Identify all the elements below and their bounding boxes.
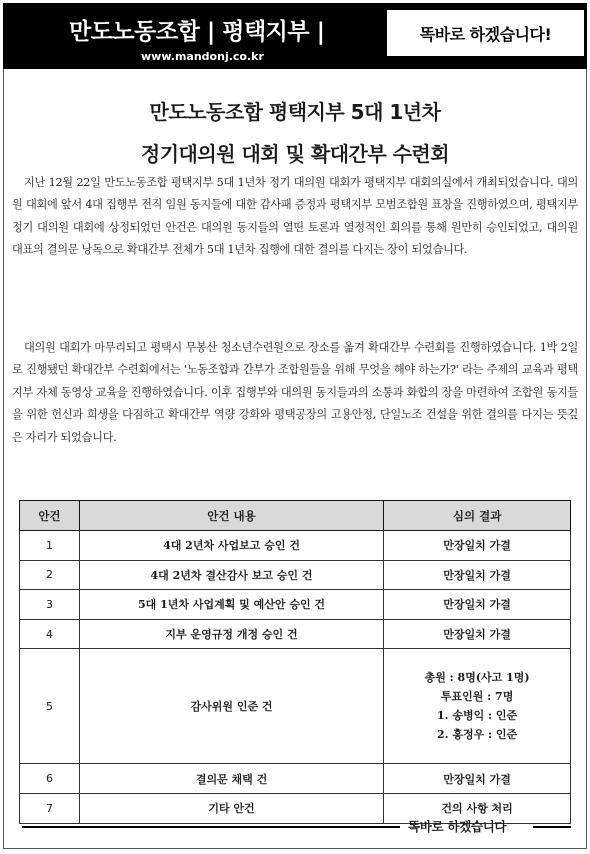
row-item: 기타 안건 xyxy=(79,793,383,823)
row-item: 4대 2년차 결산감사 보고 승인 건 xyxy=(79,560,383,590)
row-no: 5 xyxy=(20,649,80,764)
table-header-row xyxy=(20,501,571,531)
document-title-line2: 정기대의원 대회 및 확대간부 수련회 xyxy=(140,142,450,166)
result-line: 총원 : 8명(사고 1명) xyxy=(424,671,530,685)
row-no: 1 xyxy=(20,531,80,561)
table-row xyxy=(20,619,571,649)
header-item: 안건 내용 xyxy=(79,501,383,531)
row-result: 만장일치 가결 xyxy=(384,531,571,561)
row-result: 만장일치 가결 xyxy=(384,619,571,649)
header-bar xyxy=(3,3,587,69)
row-item: 4대 2년차 사업보고 승인 건 xyxy=(79,531,383,561)
table-row xyxy=(20,560,571,590)
row-result: 건의 사항 처리 xyxy=(384,793,571,823)
header-result: 심의 결과 xyxy=(384,501,571,531)
agenda-table xyxy=(19,500,571,824)
row-no: 7 xyxy=(20,793,80,823)
result-line: 투표인원 : 7명 xyxy=(440,690,514,704)
row-no: 6 xyxy=(20,764,80,794)
header-url[interactable]: www.mandonj.co.kr xyxy=(141,50,264,63)
result-line: 1. 송병익 : 인준 xyxy=(437,709,518,723)
header-title: 만도노동조합 | 평택지부 | xyxy=(69,19,325,45)
row-item: 5대 1년차 사업계획 및 예산안 승인 건 xyxy=(79,590,383,620)
row-result: 만장일치 가결 xyxy=(384,764,571,794)
footer-rule-left xyxy=(22,826,400,828)
footer-rule-right xyxy=(533,826,571,828)
row-item: 결의문 채택 건 xyxy=(79,764,383,794)
table-row xyxy=(20,764,571,794)
row-item: 지부 운영규정 개정 승인 건 xyxy=(79,619,383,649)
row-no: 2 xyxy=(20,560,80,590)
paragraph-2: 대의원 대회가 마무리되고 평택시 무봉산 청소년수련원으로 장소를 옮겨 확대간부 수련회를 진행하였습니다. 1박 2일로 진행됐던 확대간부 수련회에서는 '노동조합과 간부가 조합원들을 위해 무엇을 해야 하는가?' 라는 주제의 교육과 평택지부 자체 동영상 교육을 진행하였습니다. 이후 집행부와 대의원 동지들과의 소통과 화합의 장을 마련하여 조합원 동지들을 위한 헌신과 희생을 다짐하고 확대간부 역량 강화와 평택공장의 고용안정, 단일노조 건설을 위한 결의를 다지는 뜻깊은 자리가 되었습니다. xyxy=(12,341,578,444)
header-slogan: 똑바로 하겠습니다! xyxy=(387,10,584,56)
row-no: 4 xyxy=(20,619,80,649)
row-result: 만장일치 가결 xyxy=(384,590,571,620)
table-row xyxy=(20,590,571,620)
row-result-multi xyxy=(384,649,571,764)
row-result: 만장일치 가결 xyxy=(384,560,571,590)
document-title-line1: 만도노동조합 평택지부 5대 1년차 xyxy=(149,100,441,124)
header-no: 안건 xyxy=(20,501,80,531)
paragraph-1: 지난 12월 22일 만도노동조합 평택지부 5대 1년차 정기 대의원 대회가 평택지부 대회의실에서 개최되었습니다. 대의원 대회에 앞서 4대 집행부 전직 임원 동지들에 대한 감사패 증정과 평택지부 모범조합원 표창을 진행하였으며, 평택지부 정기 대의원 대회에 상정되었던 안건은 대의원 동지들의 열띤 토론과 열정적인 회의를 통해 원만히 승인되었고, 대의원 대표의 결의문 낭독으로 확대간부 전체가 5대 1년차 집행에 대한 결의를 다지는 장이 되었습니다. xyxy=(12,176,578,257)
row-item: 감사위원 인준 건 xyxy=(79,649,383,764)
table-row xyxy=(20,649,571,764)
table-row xyxy=(20,531,571,561)
footer-slogan: 똑바로 하겠습니다 xyxy=(408,819,507,834)
result-line: 2. 홍정우 : 인준 xyxy=(437,728,518,742)
row-no: 3 xyxy=(20,590,80,620)
